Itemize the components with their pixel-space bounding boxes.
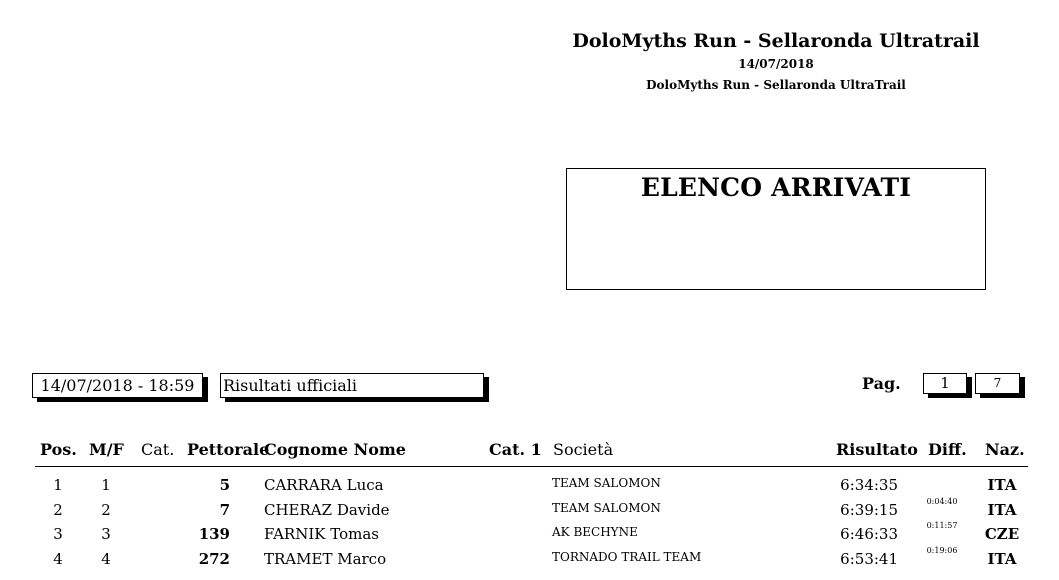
page-current: 1 <box>923 373 967 394</box>
event-date: 14/07/2018 <box>738 57 814 71</box>
header-divider <box>35 466 1028 467</box>
row-diff: 0:19:06 <box>926 546 958 555</box>
col-result: Risultato <box>836 440 918 459</box>
row-name: FARNIK Tomas <box>264 525 379 543</box>
col-pos: Pos. <box>40 440 77 459</box>
row-result: 6:46:33 <box>840 525 898 543</box>
col-mf: M/F <box>89 440 124 459</box>
row-diff: 0:11:57 <box>926 521 958 530</box>
row-name: CARRARA Luca <box>264 476 384 494</box>
results-status: Risultati ufficiali <box>220 373 484 398</box>
row-bib: 7 <box>219 501 230 519</box>
col-cat: Cat. <box>141 440 175 459</box>
table-row <box>0 521 1059 545</box>
row-naz: ITA <box>987 550 1017 568</box>
row-result: 6:34:35 <box>840 476 898 494</box>
page-total: 7 <box>975 373 1020 394</box>
report-title: ELENCO ARRIVATI <box>640 173 912 202</box>
event-title: DoloMyths Run - Sellaronda Ultratrail <box>572 30 980 52</box>
col-team: Società <box>553 440 614 459</box>
row-bib: 139 <box>198 525 230 543</box>
row-name: CHERAZ Davide <box>264 501 390 519</box>
row-result: 6:53:41 <box>840 550 898 568</box>
row-mf: 4 <box>101 550 111 568</box>
row-mf: 1 <box>101 476 111 494</box>
row-mf: 2 <box>101 501 111 519</box>
row-pos: 2 <box>53 501 63 519</box>
row-name: TRAMET Marco <box>264 550 387 568</box>
row-pos: 1 <box>53 476 63 494</box>
row-bib: 272 <box>198 550 230 568</box>
col-name: Cognome Nome <box>264 440 406 459</box>
col-cat1: Cat. 1 <box>489 440 542 459</box>
page-label: Pag. <box>862 374 901 393</box>
row-pos: 4 <box>53 550 63 568</box>
table-row <box>0 546 1059 570</box>
row-naz: CZE <box>984 525 1020 543</box>
event-subtitle: DoloMyths Run - Sellaronda UltraTrail <box>646 78 906 92</box>
col-diff: Diff. <box>928 440 967 459</box>
col-bib: Pettorale <box>187 440 270 459</box>
row-diff: 0:04:40 <box>926 497 958 506</box>
row-team: TEAM SALOMON <box>552 501 661 515</box>
table-row <box>0 472 1059 496</box>
row-naz: ITA <box>987 476 1017 494</box>
row-team: AK BECHYNE <box>552 525 638 539</box>
row-result: 6:39:15 <box>840 501 898 519</box>
row-naz: ITA <box>987 501 1017 519</box>
col-naz: Naz. <box>985 440 1025 459</box>
row-mf: 3 <box>101 525 111 543</box>
row-bib: 5 <box>219 476 230 494</box>
row-team: TEAM SALOMON <box>552 476 661 490</box>
row-pos: 3 <box>53 525 63 543</box>
table-row <box>0 497 1059 521</box>
report-title-box <box>566 168 986 290</box>
print-datetime: 14/07/2018 - 18:59 <box>32 373 203 398</box>
row-team: TORNADO TRAIL TEAM <box>552 550 702 564</box>
